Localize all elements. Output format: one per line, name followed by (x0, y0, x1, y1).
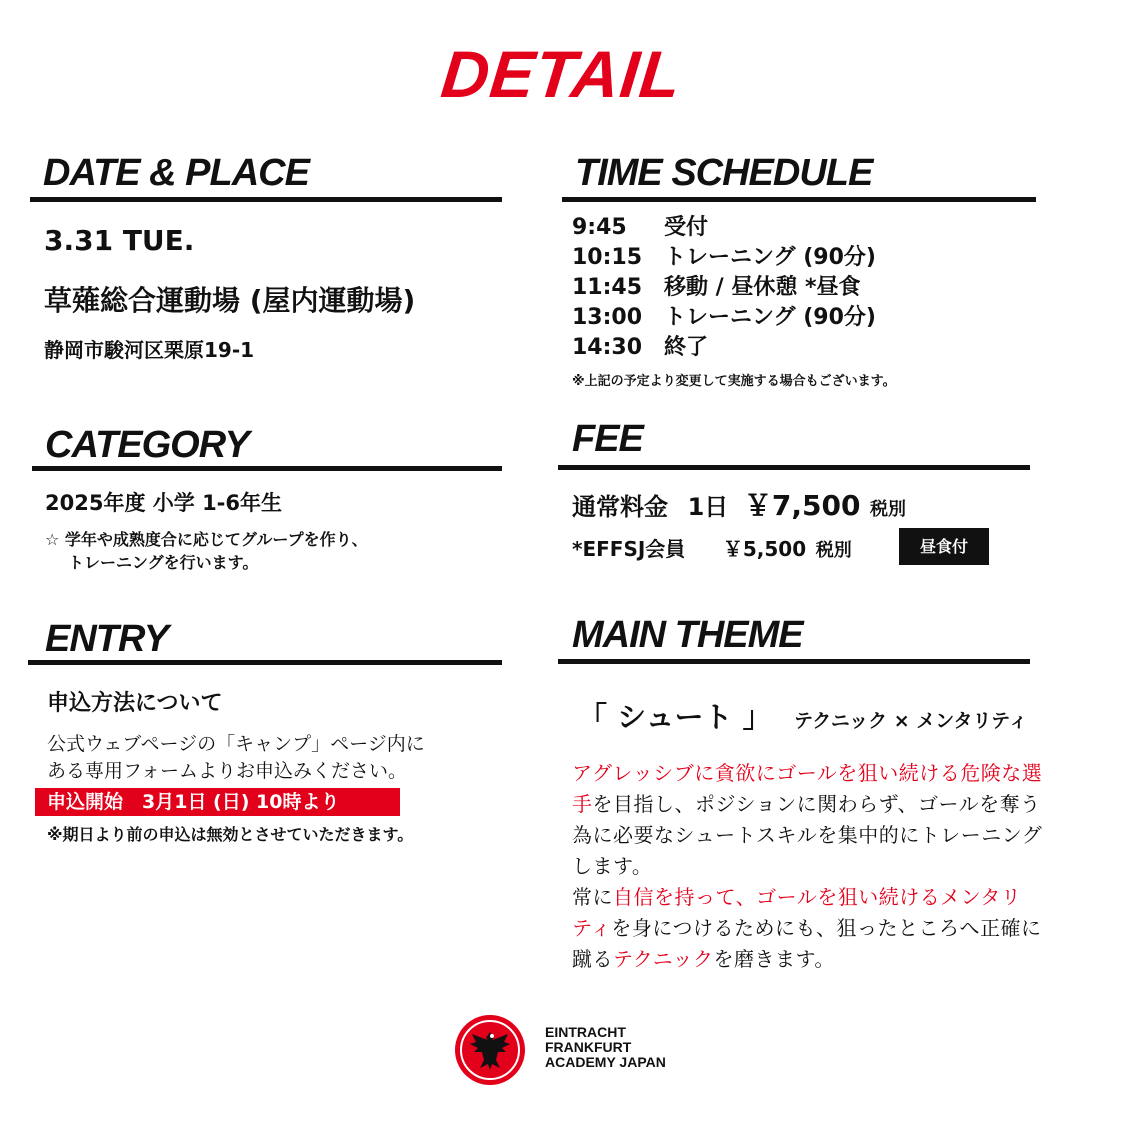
lunch-included-badge: 昼食付 (899, 528, 989, 565)
entry-desc: 公式ウェブページの「キャンプ」ページ内に (47, 733, 425, 755)
theme-highlight: ティ (572, 916, 612, 940)
theme-highlight: 自信を持って、ゴールを狙い続けるメンタリ (613, 885, 1022, 909)
fee-regular-label: 通常料金 (572, 493, 668, 521)
section-divider (562, 197, 1036, 202)
theme-text: 常に (572, 885, 613, 909)
entry-start-banner: 申込開始 3月1日 (日) 10時より (35, 788, 400, 816)
category-heading: CATEGORY (45, 424, 249, 466)
theme-highlight: テクニック (613, 947, 714, 971)
theme-line: 為に必要なシュートスキルを集中的にトレーニング (572, 823, 1043, 847)
theme-heading: MAIN THEME (572, 614, 803, 656)
fee-regular-price: ￥7,500 (743, 489, 861, 522)
fee-tax-note: 税別 (870, 499, 907, 520)
theme-text: 蹴る (572, 947, 613, 971)
logo-line: ACADEMY JAPAN (545, 1054, 666, 1070)
fee-member-label: *EFFSJ会員 (572, 537, 686, 561)
date-place-heading: DATE & PLACE (43, 152, 309, 194)
schedule-row (572, 303, 876, 333)
schedule-time: 14:30 (572, 335, 643, 360)
schedule-time: 9:45 (572, 215, 627, 240)
schedule-item: 終了 (664, 335, 709, 360)
schedule-item: 受付 (664, 215, 709, 240)
theme-line (572, 882, 1082, 913)
fee-heading: FEE (572, 418, 643, 460)
schedule-time: 10:15 (572, 245, 643, 270)
theme-line: アグレッシブに貪欲にゴールを狙い続ける危険な選 (572, 761, 1043, 785)
schedule-note: ※上記の予定より変更して実施する場合もございます。 (572, 374, 896, 389)
fee-member-price: ￥5,500 (722, 537, 807, 561)
entry-desc-cont: ある専用フォームよりお申込みください。 (47, 760, 408, 782)
theme-text: を目指し、ポジションに関わらず、ゴールを奪う (592, 792, 1041, 816)
theme-line (572, 913, 1082, 944)
category-target: 2025年度 小学 1-6年生 (45, 491, 283, 515)
theme-line (572, 944, 1082, 975)
fee-regular (572, 484, 906, 524)
theme-description (572, 758, 1082, 975)
section-divider (558, 465, 1030, 470)
schedule-row (572, 273, 876, 303)
logo-line: FRANKFURT (545, 1039, 632, 1055)
theme-text: を磨きます。 (713, 947, 835, 971)
schedule-item: トレーニング (90分) (664, 245, 876, 270)
theme-line: します。 (572, 854, 653, 878)
entry-subheading: 申込方法について (47, 691, 223, 716)
schedule-item: トレーニング (90分) (664, 305, 876, 330)
section-divider (28, 660, 502, 665)
schedule-item: 移動 / 昼休憩 *昼食 (664, 275, 861, 300)
venue-name: 草薙総合運動場 (屋内運動場) (44, 284, 416, 317)
theme-text: を身につけるためにも、狙ったところへ正確に (611, 916, 1042, 940)
event-date: 3.31 TUE. (44, 224, 195, 257)
fee-member (572, 533, 852, 562)
fee-tax-note: 税別 (815, 540, 852, 561)
theme-highlight: 手 (572, 792, 593, 816)
schedule-heading: TIME SCHEDULE (575, 152, 873, 194)
schedule-row (572, 243, 876, 273)
section-divider (558, 659, 1030, 664)
page-title: DETAIL (437, 37, 686, 111)
section-divider (30, 197, 502, 202)
academy-logo-text (545, 1025, 666, 1070)
category-note: ☆ 学年や成熟度合に応じてグループを作り、 (45, 530, 368, 549)
venue-address: 静岡市駿河区栗原19-1 (44, 338, 255, 362)
entry-heading: ENTRY (45, 618, 169, 660)
schedule-row (572, 333, 876, 363)
schedule-row (572, 213, 876, 243)
logo-line: EINTRACHT (545, 1024, 626, 1040)
section-divider (32, 466, 502, 471)
theme-subtitle: テクニック × メンタリティ (794, 710, 1028, 732)
fee-regular-days: 1日 (687, 493, 729, 521)
schedule-time: 11:45 (572, 275, 643, 300)
entry-note: ※期日より前の申込は無効とさせていただきます。 (47, 825, 414, 844)
schedule-list (572, 213, 876, 363)
theme-line (572, 789, 1082, 820)
theme-title: 「 シュート 」 (578, 700, 772, 734)
category-note-cont: トレーニングを行います。 (68, 553, 259, 572)
schedule-time: 13:00 (572, 305, 643, 330)
eagle-crest-icon (454, 1014, 526, 1086)
